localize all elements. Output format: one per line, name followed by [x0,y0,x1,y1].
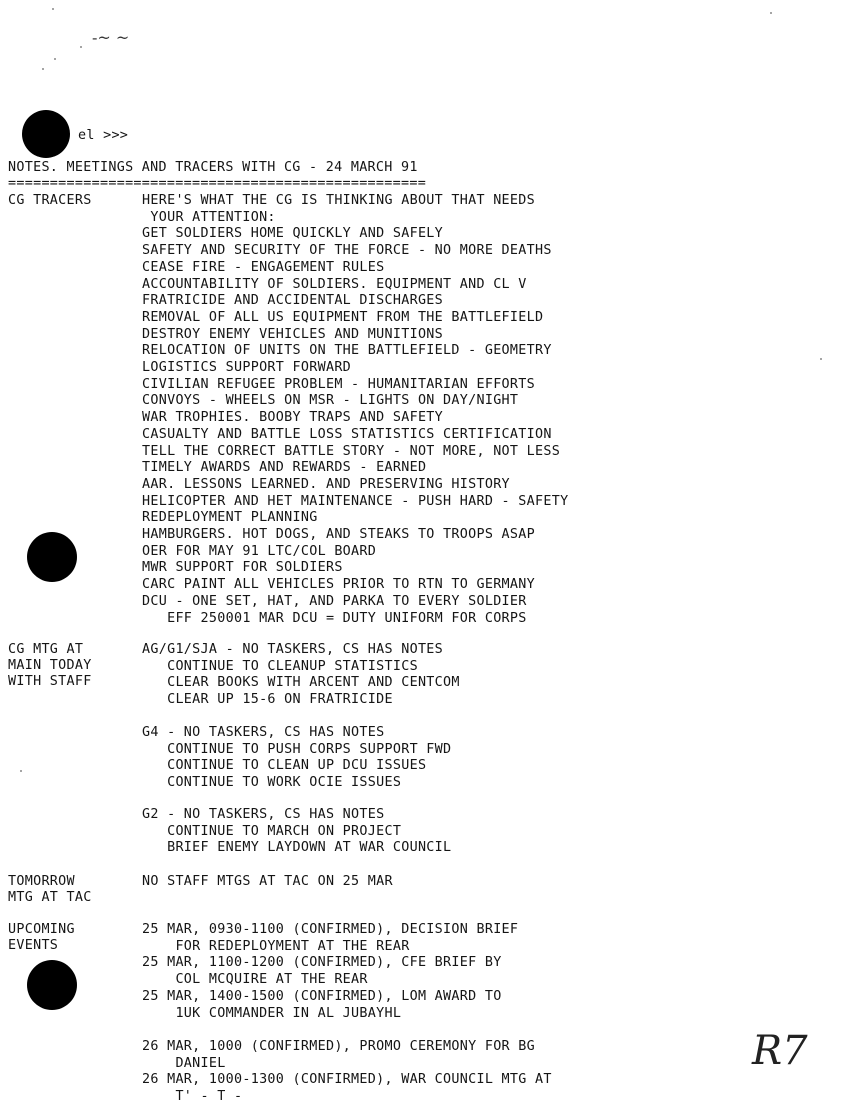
section-label-upcoming: EVENTS [8,938,59,953]
text-line: CONTINUE TO CLEAN UP DCU ISSUES [142,758,427,774]
top-scribble: -~ ~ [92,28,130,47]
text-line: TELL THE CORRECT BATTLE STORY - NOT MORE, NOT LESS [142,443,561,459]
text-line: G2 - NO TASKERS, CS HAS NOTES [142,807,385,822]
section-label-mtg: CG MTG AT [8,642,84,657]
section-label-upcoming: UPCOMING [8,922,75,937]
speck [54,58,56,60]
text-line: T' - T - [142,1089,243,1105]
speck [820,358,822,360]
speck [42,68,44,70]
title-rule: ================================================== [8,176,427,191]
tomorrow-line: NO STAFF MTGS AT TAC ON 25 MAR [142,874,393,889]
section-label-tracers: CG TRACERS [8,193,92,208]
text-line: TIMELY AWARDS AND REWARDS - EARNED [142,460,427,476]
page-title: NOTES. MEETINGS AND TRACERS WITH CG - 24 MARCH 91 [8,160,418,175]
text-line: CIVILIAN REFUGEE PROBLEM - HUMANITARIAN EFFORTS [142,376,536,392]
speck [770,12,772,14]
redaction-mark [27,532,77,582]
section-label-mtg: WITH STAFF [8,674,92,689]
text-line: FRATRICIDE AND ACCIDENTAL DISCHARGES [142,293,444,309]
text-line: CONTINUE TO CLEANUP STATISTICS [142,658,418,674]
text-line: HERE'S WHAT THE CG IS THINKING ABOUT THAT NEEDS [142,193,536,208]
redaction-mark [22,110,70,158]
text-line: CASUALTY AND BATTLE LOSS STATISTICS CERTIFICATION [142,426,552,442]
speck [20,770,22,772]
text-line: 26 MAR, 1000-1300 (CONFIRMED), WAR COUNCIL MTG AT [142,1072,552,1088]
text-line: GET SOLDIERS HOME QUICKLY AND SAFELY [142,226,444,242]
text-line: CLEAR BOOKS WITH ARCENT AND CENTCOM [142,675,460,691]
text-line: MWR SUPPORT FOR SOLDIERS [142,560,343,576]
text-line: CONTINUE TO PUSH CORPS SUPPORT FWD [142,741,452,757]
text-line: REMOVAL OF ALL US EQUIPMENT FROM THE BATTLEFIELD [142,309,544,325]
text-line: 26 MAR, 1000 (CONFIRMED), PROMO CEREMONY FOR BG [142,1039,536,1054]
section-label-tomorrow: TOMORROW [8,874,75,889]
text-line: COL MCQUIRE AT THE REAR [142,972,368,988]
text-line: CONTINUE TO MARCH ON PROJECT [142,823,402,839]
text-line: RELOCATION OF UNITS ON THE BATTLEFIELD - GEOMETRY [142,343,552,359]
text-line: DCU - ONE SET, HAT, AND PARKA TO EVERY SOLDIER [142,593,527,609]
text-line: SAFETY AND SECURITY OF THE FORCE - NO MORE DEATHS [142,243,552,259]
text-line: 25 MAR, 0930-1100 (CONFIRMED), DECISION BRIEF [142,922,519,937]
text-line: 1UK COMMANDER IN AL JUBAYHL [142,1005,402,1021]
speck [52,8,54,10]
text-line: 25 MAR, 1100-1200 (CONFIRMED), CFE BRIEF BY [142,955,502,971]
text-line: YOUR ATTENTION: [142,209,276,225]
speck [80,46,82,48]
file-reference: el >>> [78,128,129,143]
text-line: BRIEF ENEMY LAYDOWN AT WAR COUNCIL [142,840,452,856]
text-line: REDEPLOYMENT PLANNING [142,510,318,526]
text-line: EFF 250001 MAR DCU = DUTY UNIFORM FOR CORPS [142,610,527,626]
text-line: DESTROY ENEMY VEHICLES AND MUNITIONS [142,326,444,342]
text-line: CEASE FIRE - ENGAGEMENT RULES [142,259,385,275]
text-line: CLEAR UP 15-6 ON FRATRICIDE [142,692,393,708]
text-line: HAMBURGERS. HOT DOGS, AND STEAKS TO TROOPS ASAP [142,527,536,542]
text-line: WAR TROPHIES. BOOBY TRAPS AND SAFETY [142,410,444,426]
text-line: CARC PAINT ALL VEHICLES PRIOR TO RTN TO GERMANY [142,577,536,593]
text-line: OER FOR MAY 91 LTC/COL BOARD [142,543,377,559]
text-line: FOR REDEPLOYMENT AT THE REAR [142,938,410,954]
text-line: G4 - NO TASKERS, CS HAS NOTES [142,725,385,740]
text-line: CONVOYS - WHEELS ON MSR - LIGHTS ON DAY/NIGHT [142,393,519,409]
text-line: CONTINUE TO WORK OCIE ISSUES [142,775,402,791]
text-line: LOGISTICS SUPPORT FORWARD [142,360,352,375]
text-line: ACCOUNTABILITY OF SOLDIERS. EQUIPMENT AND CL V [142,276,527,292]
text-line: HELICOPTER AND HET MAINTENANCE - PUSH HARD - SAFETY [142,493,569,509]
text-line: AG/G1/SJA - NO TASKERS, CS HAS NOTES [142,642,444,657]
redaction-mark [27,960,77,1010]
handwritten-signature: R7 [752,1028,808,1074]
text-line: 25 MAR, 1400-1500 (CONFIRMED), LOM AWARD TO [142,988,502,1004]
text-line: AAR. LESSONS LEARNED. AND PRESERVING HISTORY [142,476,510,492]
section-label-tomorrow: MTG AT TAC [8,890,92,905]
section-label-mtg: MAIN TODAY [8,658,92,673]
text-line: DANIEL [142,1055,226,1071]
